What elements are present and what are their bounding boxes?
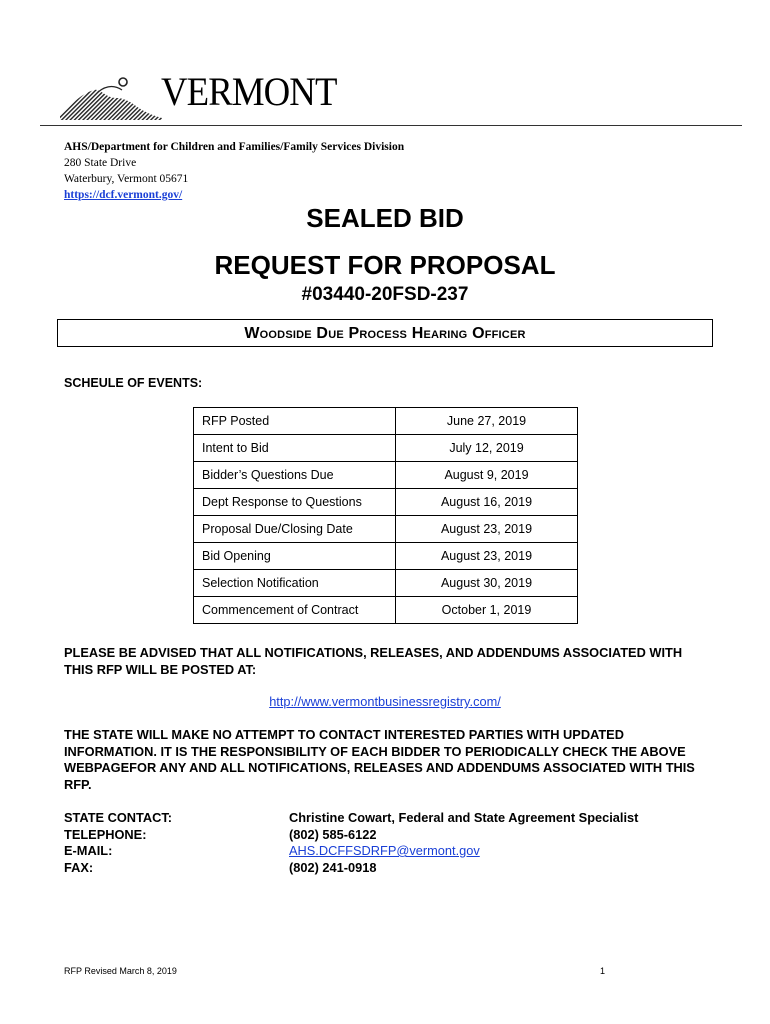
website-link[interactable]: https://dcf.vermont.gov/ (64, 189, 183, 201)
project-title-box (57, 319, 713, 347)
logo-wordmark: VERMONT (161, 69, 337, 114)
contact-labels (64, 810, 172, 876)
telephone-label: TELEPHONE: (64, 826, 147, 842)
event-name: Commencement of Contract (194, 597, 396, 624)
state-contact-label: STATE CONTACT: (64, 810, 173, 825)
sealed-bid-title: SEALED BID (306, 203, 464, 233)
header-divider (40, 125, 742, 126)
email-label: E-MAIL: (64, 843, 113, 858)
event-date: June 27, 2019 (396, 408, 578, 435)
event-name: RFP Posted (194, 408, 396, 435)
event-date: August 30, 2019 (396, 570, 578, 597)
event-date: August 16, 2019 (396, 489, 578, 516)
page-number: 1 (600, 966, 606, 976)
vermont-logo (58, 68, 348, 120)
email-link[interactable]: AHS.DCFFSDRFP@vermont.gov (289, 843, 480, 858)
state-contact-name: Christine Cowart, Federal and State Agreement Specialist (289, 810, 639, 825)
notice-paragraph: PLEASE BE ADVISED THAT ALL NOTIFICATIONS, RELEASES, AND ADDENDUMS ASSOCIATED WITH THIS RFP WILL BE POSTED AT: (64, 645, 683, 677)
schedule-label: SCHEULE OF EVENTS: (64, 376, 203, 390)
department-name: AHS/Department for Children and Families/Family Services Division (64, 141, 405, 153)
fax-label: FAX: (64, 859, 94, 875)
registry-link[interactable]: http://www.vermontbusinessregistry.com/ (269, 694, 501, 709)
event-name: Bidder’s Questions Due (194, 462, 396, 489)
table-row (194, 435, 578, 462)
event-name: Intent to Bid (194, 435, 396, 462)
fax-value: (802) 241-0918 (289, 859, 377, 875)
table-row (194, 516, 578, 543)
statement-paragraph: THE STATE WILL MAKE NO ATTEMPT TO CONTACT INTERESTED PARTIES WITH UPDATED INFORMATION. IT IS THE RESPONSIBILITY OF EACH BIDDER TO PERIODICALLY CHECK THE ABOVE WEBPAGEFOR ANY AND ALL NOTIFICATIONS, RELEASES AND ADDENDUMS ASSOCIATED WITH THIS RFP. (64, 727, 695, 792)
table-row (194, 570, 578, 597)
rfp-title: REQUEST FOR PROPOSAL (214, 250, 556, 280)
event-date: August 23, 2019 (396, 543, 578, 570)
event-name: Dept Response to Questions (194, 489, 396, 516)
street-address: 280 State Drive (64, 157, 137, 169)
event-name: Selection Notification (194, 570, 396, 597)
event-date: October 1, 2019 (396, 597, 578, 624)
table-row (194, 462, 578, 489)
address-block (64, 139, 404, 203)
table-row (194, 489, 578, 516)
registry-url-line (0, 694, 770, 709)
table-row (194, 408, 578, 435)
city-state-zip: Waterbury, Vermont 05671 (64, 173, 189, 185)
project-title: Woodside Due Process Hearing Officer (244, 325, 526, 342)
event-date: August 9, 2019 (396, 462, 578, 489)
telephone-value: (802) 585-6122 (289, 826, 377, 842)
schedule-table (193, 407, 578, 624)
rfp-number: #03440-20FSD-237 (301, 284, 469, 305)
event-name: Bid Opening (194, 543, 396, 570)
event-date: July 12, 2019 (396, 435, 578, 462)
event-date: August 23, 2019 (396, 516, 578, 543)
table-row (194, 543, 578, 570)
contact-values (289, 810, 638, 876)
event-name: Proposal Due/Closing Date (194, 516, 396, 543)
table-row (194, 597, 578, 624)
footer-revised: RFP Revised March 8, 2019 (64, 966, 177, 976)
mountain-logo-icon (58, 76, 163, 120)
